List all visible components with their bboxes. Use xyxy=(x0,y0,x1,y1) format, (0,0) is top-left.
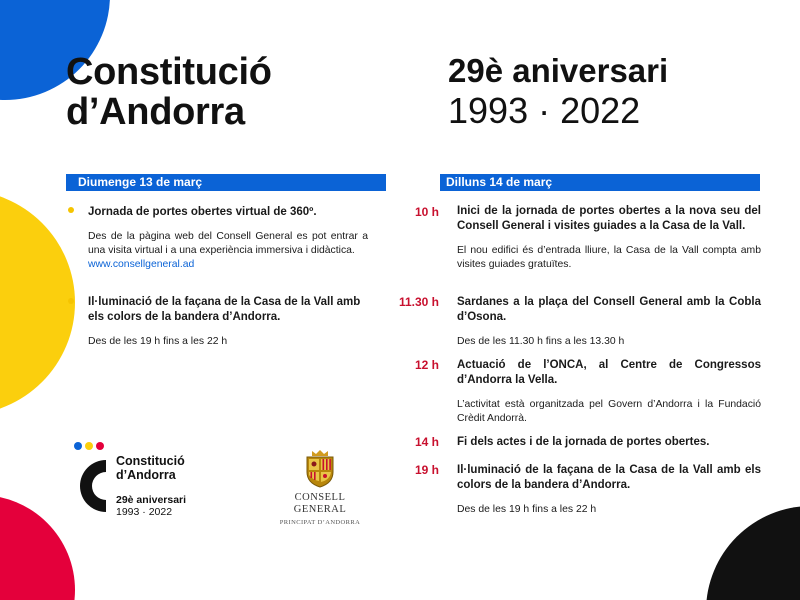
event-description: L’activitat està organitzada pel Govern d’Andorra i la Fundació Crèdit Andorrà. xyxy=(457,399,761,424)
event-time: 14 h xyxy=(414,435,439,449)
consell-general-link[interactable]: www.consellgeneral.ad xyxy=(88,259,195,270)
event-title: Inici de la jornada de portes obertes a la nova seu del Consell General i visites guiades a la Casa de la Vall. xyxy=(457,205,761,232)
bullet-icon xyxy=(68,207,74,213)
event-title: Il·luminació de la façana de la Casa de la Vall amb els colors de la bandera d’Andorra. xyxy=(457,464,761,491)
event-description: Des de les 19 h fins a les 22 h xyxy=(88,336,228,347)
title-line-2: d’Andorra xyxy=(66,91,245,133)
bullet-icon xyxy=(68,298,74,304)
event-title: Fi dels actes i de la jornada de portes obertes. xyxy=(457,436,710,448)
title-line-1: Constitució xyxy=(66,51,272,93)
event-title: Sardanes a la plaça del Consell General amb la Cobla d’Osona. xyxy=(457,296,761,323)
principat-label: PRINCIPAT D’ANDORRA xyxy=(279,519,361,526)
decorative-red-circle xyxy=(0,495,75,600)
logo-c-mark-icon xyxy=(74,454,110,518)
event-time: 10 h xyxy=(414,205,439,219)
event-description: El nou edifici és d’entrada lliure, la Casa de la Vall compta amb visites guiades gratuïtes. xyxy=(457,245,761,270)
constitucio-logo xyxy=(74,440,214,522)
event-description: Des de la pàgina web del Consell General es pot entrar a una visita virtual i a una experiència immersiva i didàctica. xyxy=(88,231,368,256)
decorative-black-circle xyxy=(706,506,800,600)
anniversary-label: 29è aniversari xyxy=(448,52,669,89)
andorra-crest-icon xyxy=(303,448,337,488)
logo-name-line-1: Constitució xyxy=(116,454,185,468)
logo-name xyxy=(116,454,216,482)
anniversary-heading xyxy=(448,52,668,132)
logo-blue-dot-icon xyxy=(74,442,82,450)
right-event-4 xyxy=(457,435,761,450)
consell-general-logo xyxy=(268,448,372,526)
event-time: 11.30 h xyxy=(398,295,439,309)
logo-name-line-2: d’Andorra xyxy=(116,468,176,482)
consell-general-name: CONSELL GENERAL xyxy=(293,492,347,515)
decorative-yellow-circle xyxy=(0,190,75,415)
event-title: Actuació de l’ONCA, al Centre de Congressos d’Andorra la Vella. xyxy=(457,359,761,386)
anniversary-years: 1993 · 2022 xyxy=(448,90,641,131)
logo-yellow-dot-icon xyxy=(85,442,93,450)
right-event-3 xyxy=(457,358,761,426)
event-description: Des de les 11.30 h fins a les 13.30 h xyxy=(457,336,625,347)
event-title: Jornada de portes obertes virtual de 360º. xyxy=(88,206,317,218)
right-event-1 xyxy=(457,204,761,272)
left-event-2 xyxy=(88,295,368,349)
day-header-monday: Dilluns 14 de març xyxy=(440,174,760,191)
event-title: Il·luminació de la façana de la Casa de la Vall amb els colors de la bandera d’Andorra. xyxy=(88,296,361,323)
right-event-5 xyxy=(457,463,761,517)
logo-anniversary: 29è aniversari xyxy=(116,494,187,506)
logo-years: 1993 · 2022 xyxy=(116,506,173,518)
page-title xyxy=(66,52,272,132)
right-event-2 xyxy=(457,295,761,349)
left-event-1 xyxy=(88,205,368,272)
event-description: Des de les 19 h fins a les 22 h xyxy=(457,504,597,515)
logo-red-dot-icon xyxy=(96,442,104,450)
event-time: 12 h xyxy=(414,358,439,372)
event-time: 19 h xyxy=(414,463,439,477)
day-header-sunday: Diumenge 13 de març xyxy=(66,174,386,191)
